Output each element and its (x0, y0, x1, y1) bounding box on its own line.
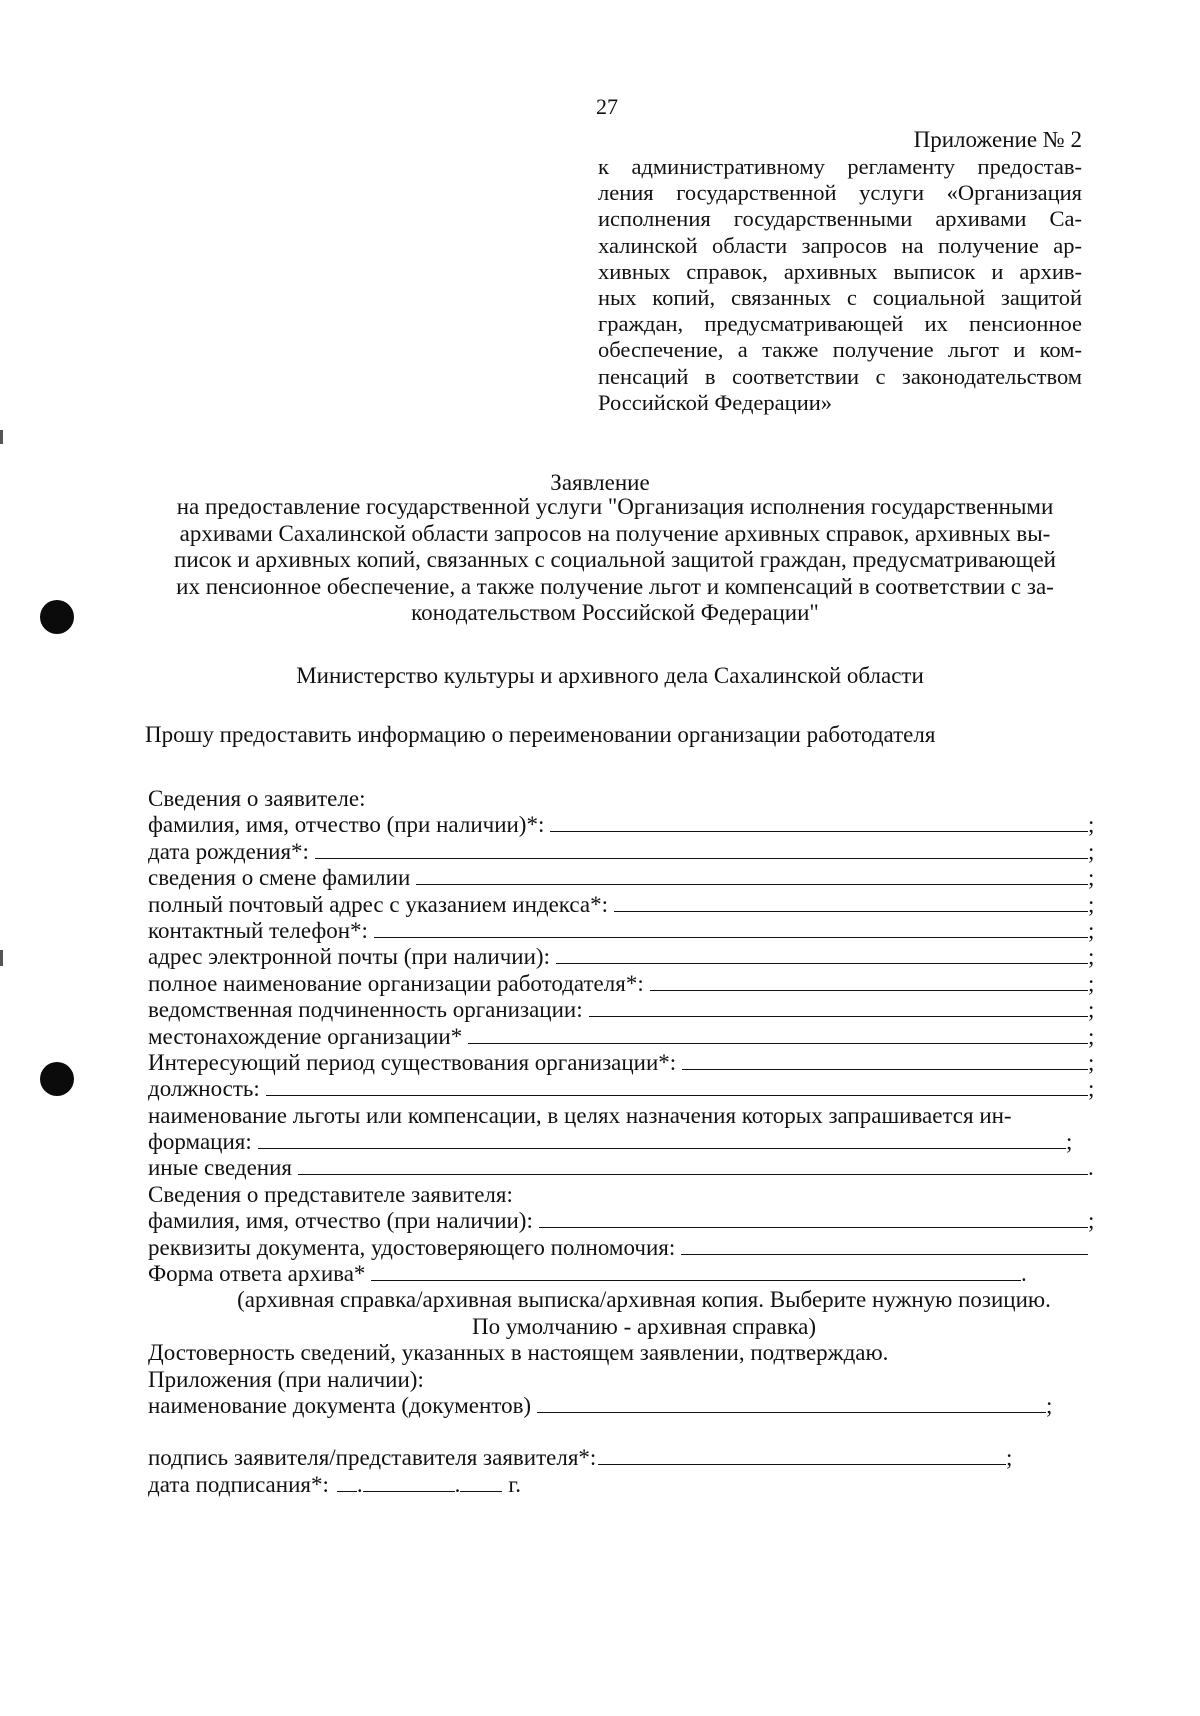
fill-line[interactable] (598, 1446, 1006, 1465)
ministry-name: Министерство культуры и архивного дела Сахалинской области (296, 663, 924, 688)
fill-line[interactable] (258, 1130, 1066, 1149)
fill-line[interactable] (298, 1156, 1088, 1175)
field-authority-document[interactable] (148, 1235, 1100, 1261)
field-organization-location[interactable] (148, 1024, 1100, 1050)
field-end-mark: ; (1088, 891, 1095, 917)
confirmation-text: Достоверность сведений, указанных в настоящем заявлении, подтверждаю. (148, 1340, 889, 1366)
section-heading: Сведения о представителе заявителя: (148, 1181, 513, 1207)
field-label: наименование документа (документов) (148, 1392, 532, 1418)
field-label: Интересующий период существования организации*: (148, 1049, 677, 1075)
field-end-mark: ; (1006, 1445, 1013, 1471)
field-full-name[interactable] (148, 812, 1100, 838)
fill-line[interactable] (682, 1051, 1088, 1070)
field-end-mark: ; (1088, 1049, 1095, 1075)
margin-mark (0, 430, 3, 444)
field-subordination[interactable] (148, 997, 1100, 1023)
fill-line[interactable] (589, 998, 1088, 1017)
punch-hole-mark (40, 1062, 74, 1096)
page-number: 27 (596, 94, 618, 119)
punch-hole-mark (40, 600, 74, 634)
field-postal-address[interactable] (148, 892, 1100, 918)
field-label: фамилия, имя, отчество (при наличии): (148, 1208, 533, 1234)
field-label: адрес электронной почты (при наличии): (148, 944, 550, 970)
fill-line[interactable] (416, 866, 1088, 885)
appendix-line: обеспечение, а также получение льгот и ком- (598, 337, 1082, 363)
field-position[interactable] (148, 1076, 1100, 1102)
section-heading: Приложения (при наличии): (148, 1366, 424, 1392)
appendix-title: Приложение № 2 (913, 127, 1082, 152)
appendix-line: исполнения государственными архивами Са- (598, 206, 1082, 232)
appendix-line: граждан, предусматривающей их пенсионное (598, 311, 1082, 337)
appendix-line: к административному регламенту предостав- (598, 154, 1082, 179)
field-label: контактный телефон*: (148, 917, 368, 943)
applicant-section-header (148, 786, 1100, 812)
statement-line: их пенсионное обеспечение, а также получение льгот и компенсаций в соответствии с за- (176, 573, 1054, 599)
field-representative-name[interactable] (148, 1208, 1100, 1234)
field-label: реквизиты документа, удостоверяющего полномочия: (148, 1234, 676, 1260)
representative-section-header (148, 1182, 1100, 1208)
field-label: полное наименование организации работодателя*: (148, 970, 644, 996)
field-end-mark: ; (1088, 865, 1095, 891)
field-end-mark: . (1088, 1155, 1094, 1181)
fill-line[interactable] (550, 813, 1088, 832)
appendix-line: Российской Федерации» (598, 389, 833, 415)
field-end-mark: ; (1088, 997, 1095, 1023)
fill-line[interactable] (371, 1262, 1021, 1281)
field-label: подпись заявителя/представителя заявителя*: (148, 1445, 597, 1471)
field-other-info[interactable] (148, 1155, 1100, 1181)
confirmation-row (148, 1340, 1100, 1366)
field-end-mark: ; (1088, 838, 1095, 864)
field-label: иные сведения (148, 1155, 292, 1181)
answer-note-row (148, 1287, 1100, 1313)
statement-line: писок и архивных копий, связанных с социальной защитой граждан, предусматривающей (174, 547, 1056, 572)
fill-line[interactable] (539, 1209, 1088, 1228)
appendix-line: хивных справок, архивных выписок и архив- (598, 258, 1082, 284)
field-label: ведомственная подчиненность организации: (148, 997, 583, 1023)
answer-note: (архивная справка/архивная выписка/архивная копия. Выберите нужную позицию. (237, 1287, 1051, 1313)
statement-subject (150, 494, 1080, 627)
section-heading: Сведения о заявителе: (148, 786, 366, 811)
fill-line[interactable] (315, 840, 1088, 859)
field-label: местонахождение организации* (148, 1023, 463, 1049)
field-signature[interactable] (148, 1445, 1018, 1471)
statement-line: конодательством Российской Федерации" (411, 600, 819, 625)
fill-line[interactable] (556, 945, 1088, 964)
fill-line[interactable] (374, 919, 1088, 938)
date-year-blank[interactable] (460, 1473, 502, 1492)
field-attachments[interactable] (148, 1393, 1058, 1419)
statement-title: Заявление (550, 470, 650, 495)
field-end-mark: ; (1066, 1129, 1073, 1155)
field-label: полный почтовый адрес с указанием индекса*: (148, 891, 608, 917)
fill-line[interactable] (537, 1394, 1046, 1413)
date-month-blank[interactable] (363, 1473, 455, 1492)
field-email[interactable] (148, 944, 1100, 970)
field-end-mark: ; (1088, 1208, 1095, 1234)
appendix-line: халинской области запросов на получение ар- (598, 232, 1082, 258)
appendix-line: ных копий, связанных с социальной защитой (598, 285, 1082, 311)
field-label: наименование льготы или компенсации, в целях назначения которых запрашивается ин- (148, 1102, 1012, 1128)
field-label: дата рождения*: (148, 838, 309, 864)
benefit-label-row (148, 1103, 1100, 1129)
field-label: фамилия, имя, отчество (при наличии)*: (148, 812, 545, 838)
field-end-mark: . (1021, 1261, 1027, 1287)
field-label: формация: (148, 1129, 252, 1155)
field-end-mark: ; (1046, 1392, 1053, 1418)
field-period[interactable] (148, 1050, 1100, 1076)
field-end-mark: ; (1088, 917, 1095, 943)
field-label: дата подписания*: (148, 1471, 329, 1497)
fill-line[interactable] (614, 893, 1088, 912)
appendix-line: ления государственной услуги «Организация (598, 180, 1082, 206)
field-employer-name[interactable] (148, 971, 1100, 997)
application-form (148, 786, 1100, 1498)
attachments-header-row (148, 1367, 1100, 1393)
request-text: Прошу предоставить информацию о переименовании организации работодателя (145, 722, 936, 747)
field-birth-date[interactable] (148, 839, 1100, 865)
fill-line[interactable] (681, 1236, 1088, 1255)
appendix-reference (598, 154, 1082, 416)
date-separator: . (454, 1471, 461, 1497)
field-signing-date[interactable] (148, 1472, 1100, 1498)
appendix-line: пенсаций в соответствии с законодательством (598, 363, 1082, 389)
date-separator: . (356, 1471, 363, 1497)
field-end-mark: ; (1088, 812, 1095, 838)
fill-line[interactable] (650, 972, 1088, 991)
field-answer-form[interactable] (148, 1261, 1033, 1287)
statement-line: на предоставление государственной услуги "Организация исполнения государственными (176, 494, 1054, 519)
field-end-mark: ; (1088, 1023, 1095, 1049)
field-phone[interactable] (148, 918, 1100, 944)
fill-line[interactable] (266, 1077, 1088, 1096)
field-end-mark: ; (1088, 1076, 1095, 1102)
margin-mark (0, 950, 3, 966)
date-day-blank[interactable] (337, 1473, 357, 1492)
year-suffix: г. (508, 1471, 521, 1497)
field-label: должность: (148, 1076, 260, 1102)
statement-line: архивами Сахалинской области запросов на получение архивных справок, архивных вы- (179, 520, 1051, 546)
fill-line[interactable] (468, 1025, 1088, 1044)
field-end-mark: ; (1088, 944, 1095, 970)
answer-note-row (148, 1314, 1100, 1340)
field-label: Форма ответа архива* (148, 1261, 366, 1287)
field-benefit[interactable] (148, 1129, 1078, 1155)
field-surname-change[interactable] (148, 865, 1100, 891)
field-end-mark: ; (1088, 970, 1095, 996)
answer-note: По умолчанию - архивная справка) (471, 1313, 817, 1339)
field-label: сведения о смене фамилии (148, 865, 411, 891)
